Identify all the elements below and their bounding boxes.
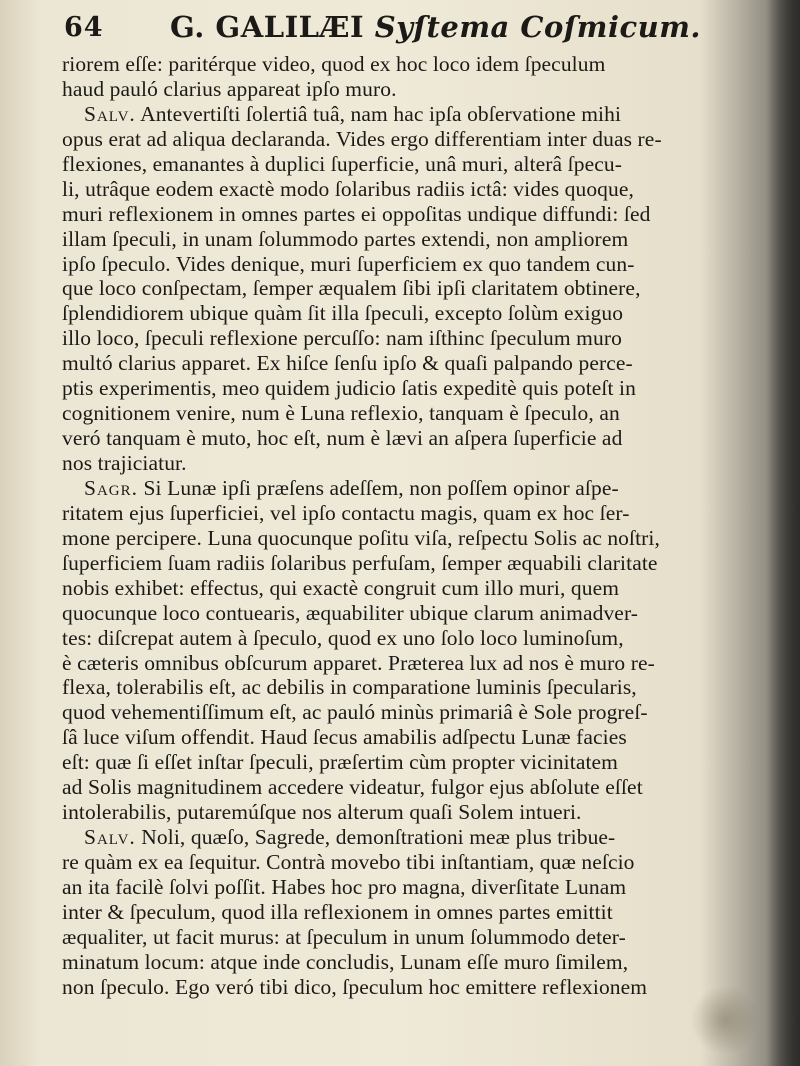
text-line [62,501,742,526]
line-text: an ita facilè ſolvi poſſit. Habes hoc pro magna, diverſitate Lunam [62,874,627,899]
text-line [62,925,742,950]
text-line [62,825,742,850]
text-line [62,351,742,376]
line-text: ſuperficiem ſuam radiis ſolaribus perfuſam, ſemper æquabili claritate [62,550,658,575]
line-text: ptis experimentis, meo quidem judicio ſatis expeditè quis poteſt in [62,376,636,401]
page-number: 64 [64,12,104,43]
page-edge-shadow [766,0,800,1066]
text-line [62,526,742,551]
speaker-name: Salv. [84,825,136,850]
text-line [62,576,742,601]
line-text: que loco conſpectam, ſemper æqualem ſibi ipſi claritatem obtinere, [62,276,641,301]
body-text [62,52,742,1000]
line-text: ſplendidiorem ubique quàm ſit illa ſpeculi, excepto ſolùm exiguo [62,301,624,326]
text-line [62,276,742,301]
line-text: multó clarius apparet. Ex hiſce ſenſu ipſo & quaſi palpando perce- [62,351,633,376]
line-text: illam ſpeculi, in unam ſolummodo partes extendi, non ampliorem [62,226,629,251]
line-text: opus erat ad aliqua declaranda. Vides ergo differentiam inter duas re- [62,126,662,151]
text-line [62,177,742,202]
line-text: muri reflexionem in omnes partes ei oppoſitas undique diffundi: ſed [62,201,651,226]
text-line [62,77,742,102]
line-text: quocunque loco contuearis, æquabiliter ubique clarum animadver- [62,600,639,625]
text-line [62,875,742,900]
line-text: tes: diſcrepat autem à ſpeculo, quod ex uno ſolo loco luminoſum, [62,625,624,650]
line-text: intolerabilis, putaremúſque nos alterum quaſi Solem intueri. [62,800,582,825]
text-line [62,900,742,925]
text-line [62,476,742,501]
text-line [62,675,742,700]
text-line [62,725,742,750]
text-line [62,102,742,127]
line-text: illo loco, ſpeculi reflexione percuſſo: nam iſthinc ſpeculum muro [62,326,622,351]
text-line [62,551,742,576]
text-line [62,376,742,401]
text-line [62,950,742,975]
line-text: inter & ſpeculum, quod illa reflexionem in omnes partes emittit [62,899,613,924]
text-line [62,626,742,651]
line-text: flexa, tolerabilis eſt, ac debilis in comparatione luminis ſpecularis, [62,675,637,700]
line-text: ſâ luce viſum offendit. Haud ſecus amabilis adſpectu Lunæ facies [62,725,627,750]
line-text: non ſpeculo. Ego veró tibi dico, ſpeculum hoc emittere reflexionem [62,974,648,999]
line-text: cognitionem venire, num è Luna reflexio, tanquam è ſpeculo, an [62,401,620,426]
text-line [62,975,742,1000]
text-line [62,202,742,227]
line-text: riorem eſſe: paritérque video, quod ex hoc loco idem ſpeculum [62,52,606,76]
line-text: Noli, quæſo, Sagrede, demonſtrationi meæ plus tribue- [135,825,616,850]
text-line [62,301,742,326]
line-text: mone percipere. Luna quocunque poſitu viſa, reſpectu Solis ac noſtri, [62,525,660,550]
line-text: æqualiter, ut facit murus: at ſpeculum in unum ſolummodo deter- [62,924,626,949]
page-header [62,0,722,44]
text-line [62,127,742,152]
text-line [62,651,742,676]
line-text: flexiones, emanantes à duplici ſuperficie, unâ muri, alterâ ſpecu- [62,151,622,176]
line-text: veró tanquam è muto, hoc eſt, num è lævi an aſpera ſuperficie ad [62,426,623,451]
running-title-author: G. GALILÆI [170,10,375,44]
line-text: eſt: quæ ſi eſſet inſtar ſpeculi, præſertim cùm propter vicinitatem [62,750,618,775]
line-text: ipſo ſpeculo. Vides denique, muri ſuperficiem ex quo tandem cun- [62,251,635,276]
text-line [62,252,742,277]
text-line [62,401,742,426]
text-line [62,451,742,476]
line-text: re quàm ex ea ſequitur. Contrà movebo tibi inſtantiam, quæ neſcio [62,850,635,874]
line-text: Si Lunæ ipſi præſens adeſſem, non poſſem opinor aſpe- [138,475,619,500]
line-text: ritatem ejus ſuperficiei, vel ipſo contactu magis, quam ex hoc ſer- [62,500,630,525]
text-line [62,227,742,252]
text-line [62,152,742,177]
text-line [62,52,742,77]
text-line [62,426,742,451]
line-text: quod vehementiſſimum eſt, ac pauló minùs primariâ è Sole progreſ- [62,700,648,725]
text-line [62,800,742,825]
line-text: nos trajiciatur. [62,451,187,475]
speaker-name: Salv. [84,101,136,126]
text-line [62,700,742,725]
text-line [62,775,742,800]
line-text: minatum locum: atque inde concludis, Lunam eſſe muro ſimilem, [62,949,629,974]
line-text: haud pauló clarius appareat ipſo muro. [62,76,397,101]
line-text: ad Solis magnitudinem accedere videatur, fulgor ejus abſolute eſſet [62,775,643,800]
line-text: è cæteris omnibus obſcurum apparet. Præterea lux ad nos è muro re- [62,650,655,675]
speaker-name: Sagr. [84,475,139,500]
line-text: nobis exhibet: effectus, qui exactè congruit cum illo muri, quem [62,575,620,600]
running-title-work: Syſtema Coſmicum. [374,10,702,44]
page-smudge [690,985,760,1055]
text-line [62,750,742,775]
text-line [62,326,742,351]
running-title [170,10,701,44]
line-text: li, utrâque eodem exactè modo ſolaribus radiis ictâ: vides quoque, [62,176,635,201]
text-line [62,601,742,626]
text-line [62,850,742,875]
line-text: Antevertiſti ſolertiâ tuâ, nam hac ipſa obſervatione mihi [135,101,622,126]
